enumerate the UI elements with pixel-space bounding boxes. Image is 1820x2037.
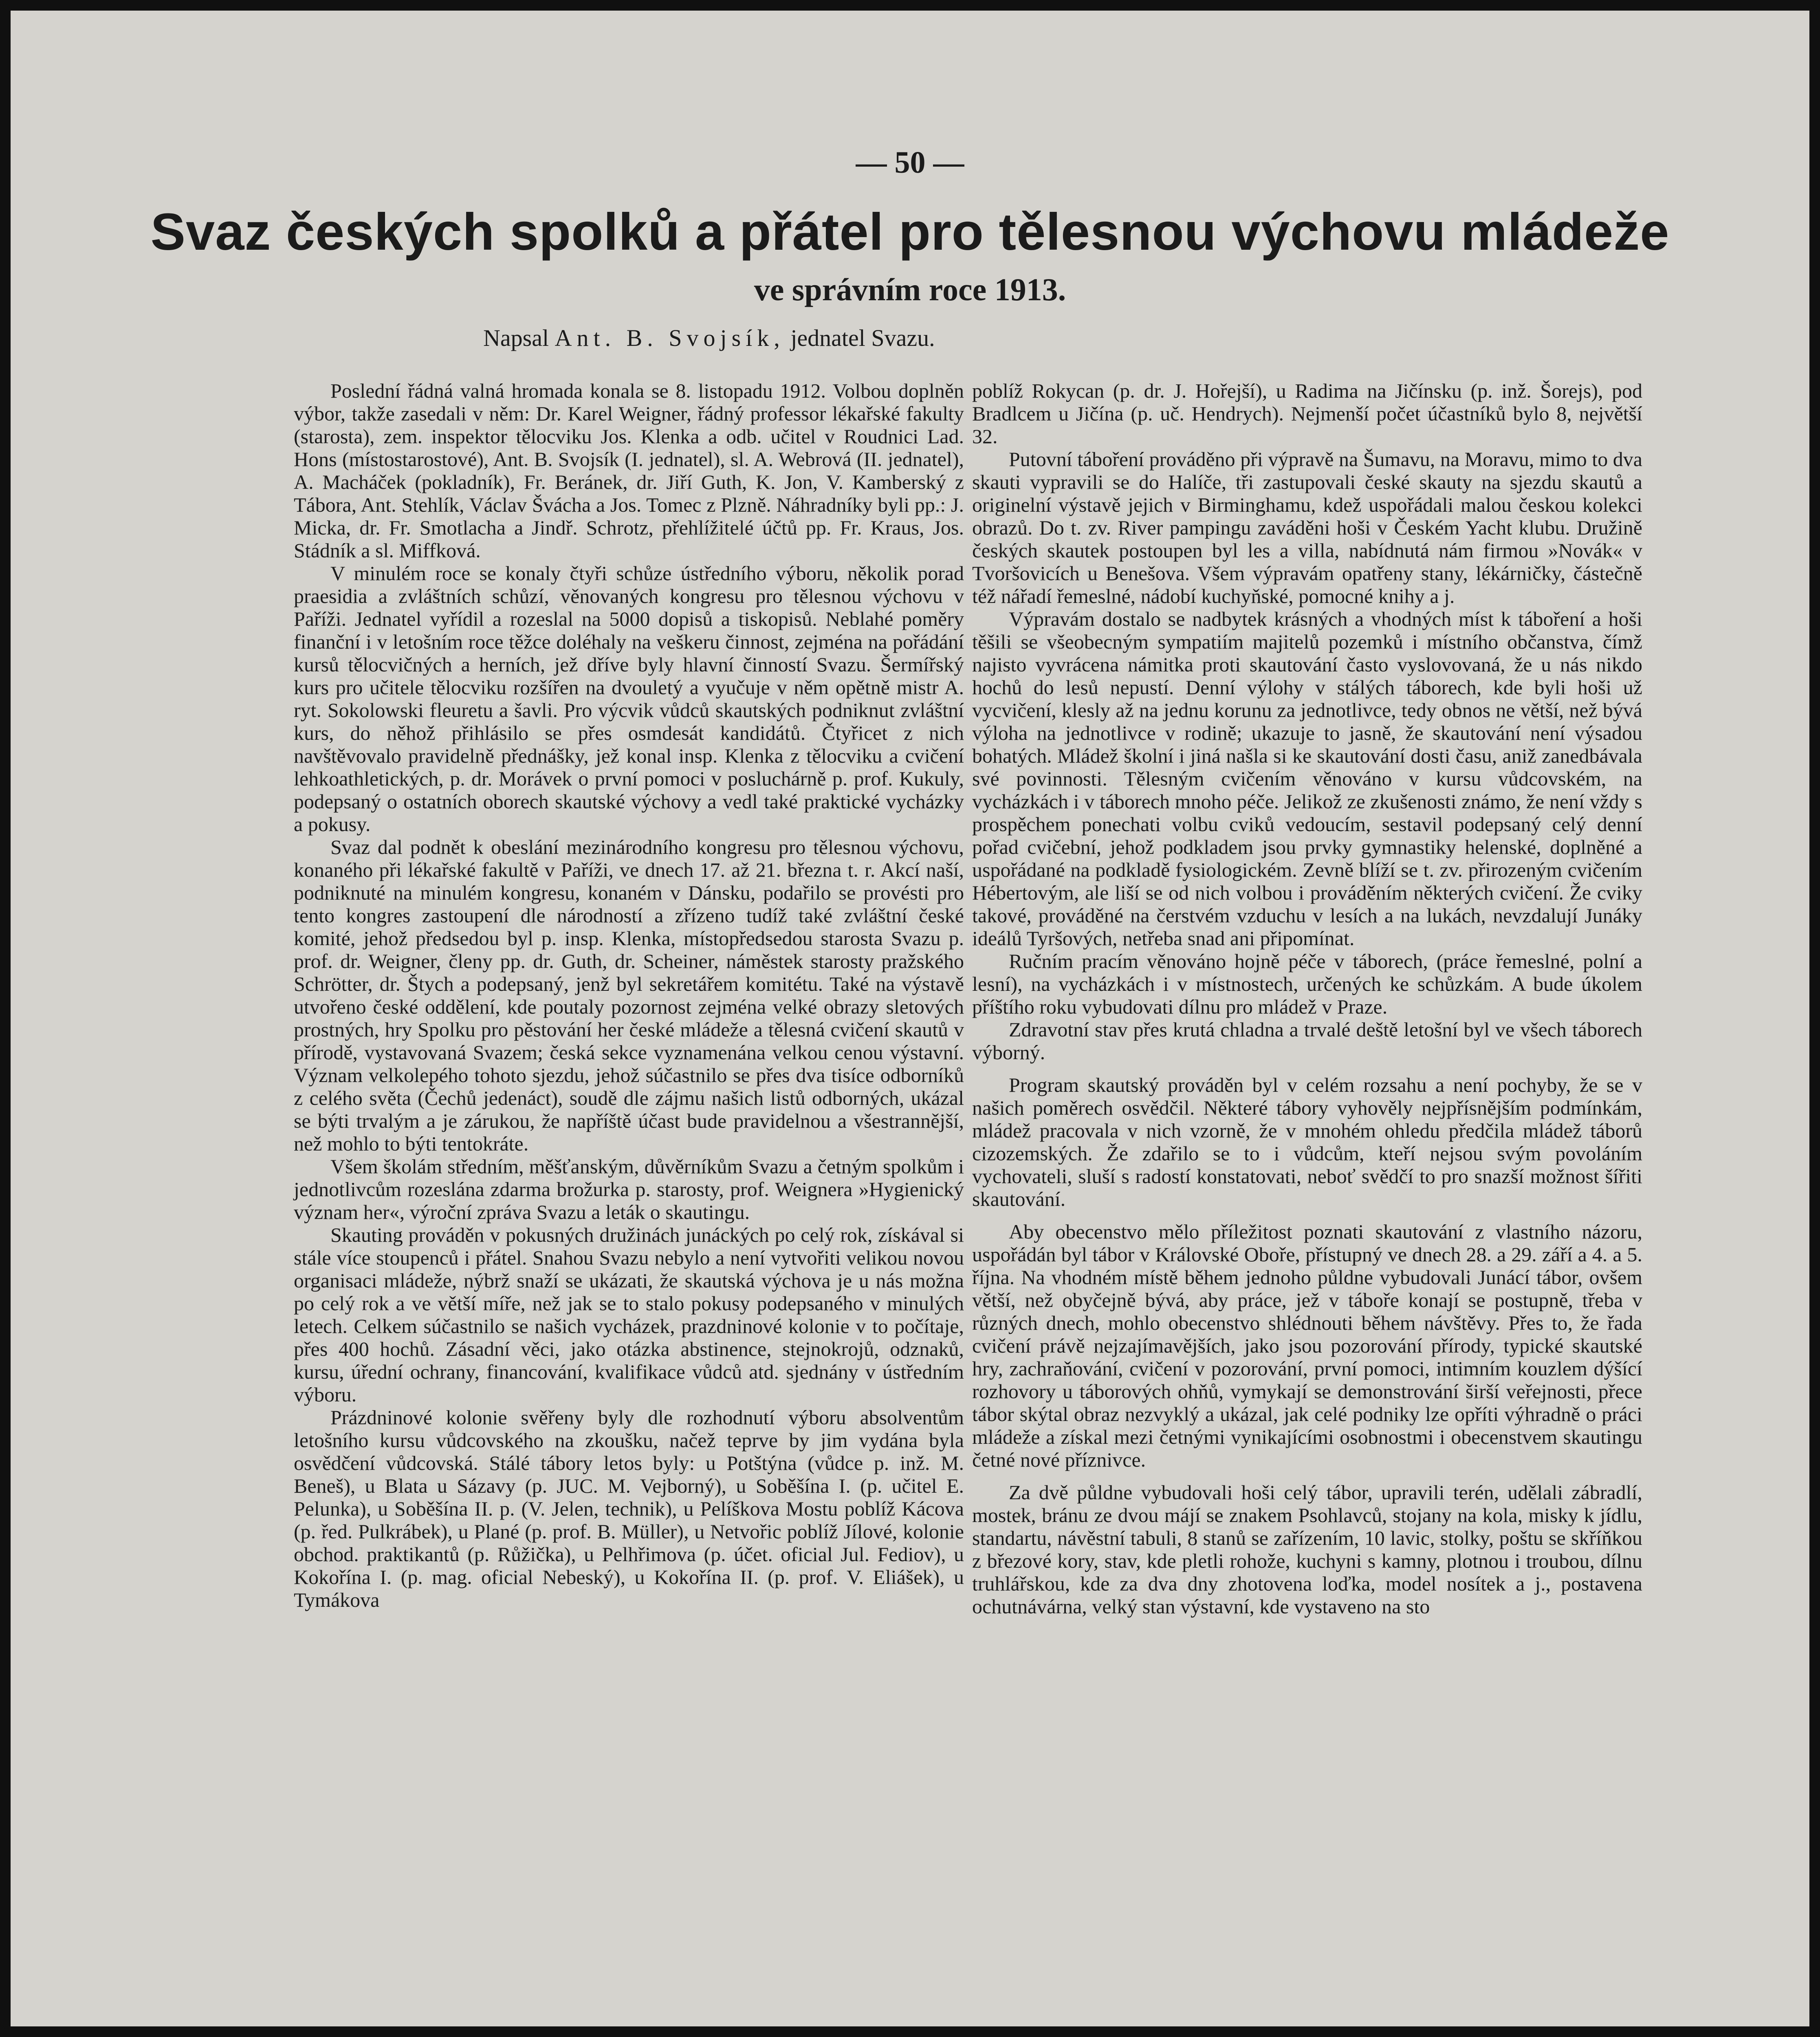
paragraph: Prázdninové kolonie svěřeny byly dle rozhodnutí výboru absolventům letošního kursu vůdcovského na zkoušku, načež teprve by jim vydána byla osvědčení vůdcovská. Stálé tábory letos byly: u Potštýna (vůdce p. inž. M. Beneš), u Blata u Sázavy (p. JUC. M. Vejborný), u Soběšína I. (p. učitel E. Pelunka), u Soběšína II. p. (V. Jelen, technik), u Pelíškova Mostu poblíž Kácova (p. řed. Pulkrábek), u Plané (p. prof. B. Müller), u Netvořic poblíž Jílové, kolonie obchod. praktikantů (p. Růžička), u Pelhřimova (p. účet. oficial Jul. Fediov), u Kokořína I. (p. mag. oficial Nebeský), u Kokořína II. (p. prof. V. Eliášek), u Tymákova [294,1406,964,1611]
paragraph: Skauting prováděn v pokusných družinách junáckých po celý rok, získával si stále více stoupenců i přátel. Snahou Svazu nebylo a není vytvořiti velikou novou organisaci mládeže, nýbrž snaží se ukázati, že skautská výchova je u nás možna po celý rok a ve větší míře, než jak se to stalo pokusy podepsaného v minulých letech. Celkem súčastnilo se našich vycházek, prazdninové kolonie v to počítaje, přes 400 hochů. Zásadní věci, jako otázka abstinence, stejnokrojů, odznaků, kursu, úřední ochrany, financování, kvalifikace vůdců atd. sjednány v ústředním výboru. [294,1223,964,1406]
paragraph: Aby obecenstvo mělo příležitost poznati skautování z vlastního názoru, uspořádán byl tábor v Královské Oboře, přístupný ve dnech 28. a 29. září a 4. a 5. října. Na vhodném místě během jednoho půldne vybudovali Junácí tábor, ovšem větší, než obyčejně bývá, aby práce, jež v táboře konají se postupně, třeba v různých dnech, mohlo obecenstvo shlédnouti během návštěvy. Přes to, že řada cvičení právě nejzajímavějších, jako jsou pozorování přírody, typické skautské hry, zachraňování, cvičení v pozorování, první pomoci, intimním kouzlem dýšící rozhovory u táborových ohňů, vymykají se demonstrování širší veřejnosti, přece tábor skýtal obraz nezvyklý a ukázal, jak celé podniky lze opříti výhradně o práci mládeže a získal mezi četnými vynikajícími osobnostmi i obecenstvem skautingu četné nové příznivce. [972,1220,1642,1471]
paragraph: Za dvě půldne vybudovali hoši celý tábor, upravili terén, udělali zábradlí, mostek, bránu ze dvou májí se znakem Psohlavců, stojany na kola, misky k jídlu, standartu, návěstní tabuli, 8 stanů se zařízením, 10 lavic, stolky, poštu se skříňkou z březové kory, stav, kde pletli rohože, kuchyni s kamny, plotnou i troubou, dílnu truhlářskou, kde za dva dny zhotovena loďka, model nosítek a j., postavena ochutnávárna, velký stan výstavní, kde vystaveno na sto [972,1481,1642,1618]
page-number: — 50 — [856,145,964,180]
paragraph: Výpravám dostalo se nadbytek krásných a vhodných míst k táboření a hoši těšili se všeobecným sympatiím majitelů pozemků i místního občanstva, čímž najisto vyvrácena námitka proti skautování často vyslovovaná, že u nás nikdo hochů do lesů nepustí. Denní výlohy v stálých táborech, kde byli hoši už vycvičení, klesly až na jednu korunu za jednotlivce, tedy obnos ne větší, než bývá výloha na jednotlivce v rodině; ukazuje to jasně, že skautování není výsadou bohatých. Mládež školní i jiná našla si ke skautování dosti času, aniž zanedbávala své povinnosti. Tělesným cvičením věnováno v kursu vůdcovském, na vycházkách i v táborech mnoho péče. Jelikož ze zkušenosti známo, že není vždy s prospěchem ponechati volbu cviků vedoucím, sestavil podepsaný celý denní pořad cvičební, jehož podkladem jsou prvky gymnastiky helenské, doplněné a uspořádané na podkladě fysiologickém. Zevně blíží se t. zv. přirozeným cvičením Hébertovým, ale liší se od nich volbou i prováděním některých cvičení. Že cviky takové, prováděné na čerstvém vzduchu v lesích a na lukách, nevzdalují Junáky ideálů Tyršových, netřeba snad ani připomínat. [972,607,1642,950]
byline-author: Ant. B. Svojsík, [555,325,785,351]
paragraph: poblíž Rokycan (p. dr. J. Hořejší), u Radima na Jičínsku (p. inž. Šorejs), pod Bradlcem u Jičína (p. uč. Hendrych). Nejmenší počet účastníků bylo 8, největší 32. [972,379,1642,448]
left-column [294,379,964,1611]
document-page [11,11,1809,2026]
right-column [972,379,1642,1618]
paragraph: Putovní táboření prováděno při výpravě na Šumavu, na Moravu, mimo to dva skauti vypravili se do Halíče, tři zastupovali české skauty na sjezdu skautů a originelní výstavě jejich v Birminghamu, kdež uspořádali malou českou kolekci obrazů. Do t. zv. River pampingu zaváděni hoši v Českém Yacht klubu. Družině českých skautek postoupen byl les a villa, nabídnutá nám firmou »Novák« v Tvoršovicích u Benešova. Všem výpravám opatřeny stany, lékárničky, částečně též nářadí řemeslné, nádobí kuchyňské, pomocné knihy a j. [972,448,1642,607]
paragraph: Poslední řádná valná hromada konala se 8. listopadu 1912. Volbou doplněn výbor, takže zasedali v něm: Dr. Karel Weigner, řádný professor lékařské fakulty (starosta), zem. inspektor tělocviku Jos. Klenka a odb. učitel v Roudnici Lad. Hons (místostarostové), Ant. B. Svojsík (I. jednatel), sl. A. Webrová (II. jednatel), A. Macháček (pokladník), Fr. Beránek, dr. Jiří Guth, K. Jon, V. Kamberský z Tábora, Ant. Stehlík, Václav Švácha a Jos. Tomec z Plzně. Náhradníky byli pp.: J. Micka, dr. Fr. Smotlacha a Jindř. Schrotz, přehlížitelé účtů pp. Fr. Kraus, Jos. Stádník a sl. Miffková. [294,379,964,562]
paragraph: Svaz dal podnět k obeslání mezinárodního kongresu pro tělesnou výchovu, konaného při lékařské fakultě v Paříži, ve dnech 17. až 21. března t. r. Akcí naší, podniknuté na minulém kongresu, konaném v Dánsku, podařilo se provésti pro tento kongres zastoupení dle národností a zřízeno tudíž také zvláštní české komité, jehož předsedou byl p. insp. Klenka, místopředsedou starosta Svazu p. prof. dr. Weigner, členy pp. dr. Guth, dr. Scheiner, náměstek starosty pražského Schrötter, dr. Štych a podepsaný, jenž byl sekretářem komitétu. Také na výstavě utvořeno české oddělení, kde poutaly pozornost zejména velké obrazy sletových prostných, hry Spolku pro pěstování her české mládeže a tělesná cvičení skautů v přírodě, vystavovaná Svazem; česká sekce vyznamenána velkou cenou výstavní. Význam velkolepého tohoto sjezdu, jehož súčastnilo se přes dva tisíce odborníků z celého světa (Čechů jedenáct), soudě dle zájmu našich listů odborných, ukázal se býti trvalým a je zárukou, že napříště účast bude pravidelnou a všestrannější, než mohlo to býti tentokráte. [294,836,964,1155]
paragraph: V minulém roce se konaly čtyři schůze ústředního výboru, několik porad praesidia a zvláštních schůzí, věnovaných kongresu pro tělesnou výchovu v Paříži. Jednatel vyřídil a rozeslal na 5000 dopisů a tiskopisů. Neblahé poměry finanční i v letošním roce těžce doléhaly na veškeru činnost, zejména na pořádání kursů tělocvičných a herních, jež dříve byly hlavní činností Svazu. Šermířský kurs pro učitele tělocviku rozšířen na dvouletý a vyučuje v něm opětně mistr A. ryt. Sokolowski fleuretu a šavli. Pro výcvik vůdců skautských podniknut zvláštní kurs, do něhož přihlásilo se přes osmdesát kandidátů. Čtyřicet z nich navštěvovalo pravidelně přednášky, jež konal insp. Klenka z tělocviku a cvičení lehkoathletických, p. dr. Morávek o první pomoci v posluchárně p. prof. Kukuly, podepsaný o ostatních oborech skautské výchovy a vedl také praktické vycházky a pokusy. [294,562,964,836]
paragraph: Ručním pracím věnováno hojně péče v táborech, (práce řemeslné, polní a lesní), na vycházkách i v místnostech, určených ke schůzkám. A bude úkolem příštího roku vybudovati dílnu pro mládež v Praze. [972,950,1642,1018]
paragraph: Program skautský prováděn byl v celém rozsahu a není pochyby, že se v našich poměrech osvědčil. Některé tábory vyhověly nejpřísnějším podmínkám, mládež pracovala v nich vzorně, že v mnohém ohledu předčila mládež táborů cizozemských. Že zdařilo se to i vůdcům, kteří nejsou svým povoláním vychovateli, sluší s radostí konstatovati, neboť svědčí to pro snazší možnost šířiti skautování. [972,1073,1642,1210]
byline-prefix: Napsal [483,325,549,351]
paragraph: Všem školám středním, měšťanským, důvěrníkům Svazu a četným spolkům i jednotlivcům rozeslána zdarma brožurka p. starosty, prof. Weignera »Hygienický význam her«, výroční zpráva Svazu a leták o skautingu. [294,1155,964,1223]
article-title: Svaz českých spolků a přátel pro tělesnou výchovu mládeže [150,203,1670,261]
byline [11,324,1809,352]
article-subtitle: ve správním roce 1913. [754,272,1066,307]
paragraph: Zdravotní stav přes krutá chladna a trvalé deště letošní byl ve všech táborech výborný. [972,1018,1642,1064]
byline-suffix: jednatel Svazu. [790,325,935,351]
